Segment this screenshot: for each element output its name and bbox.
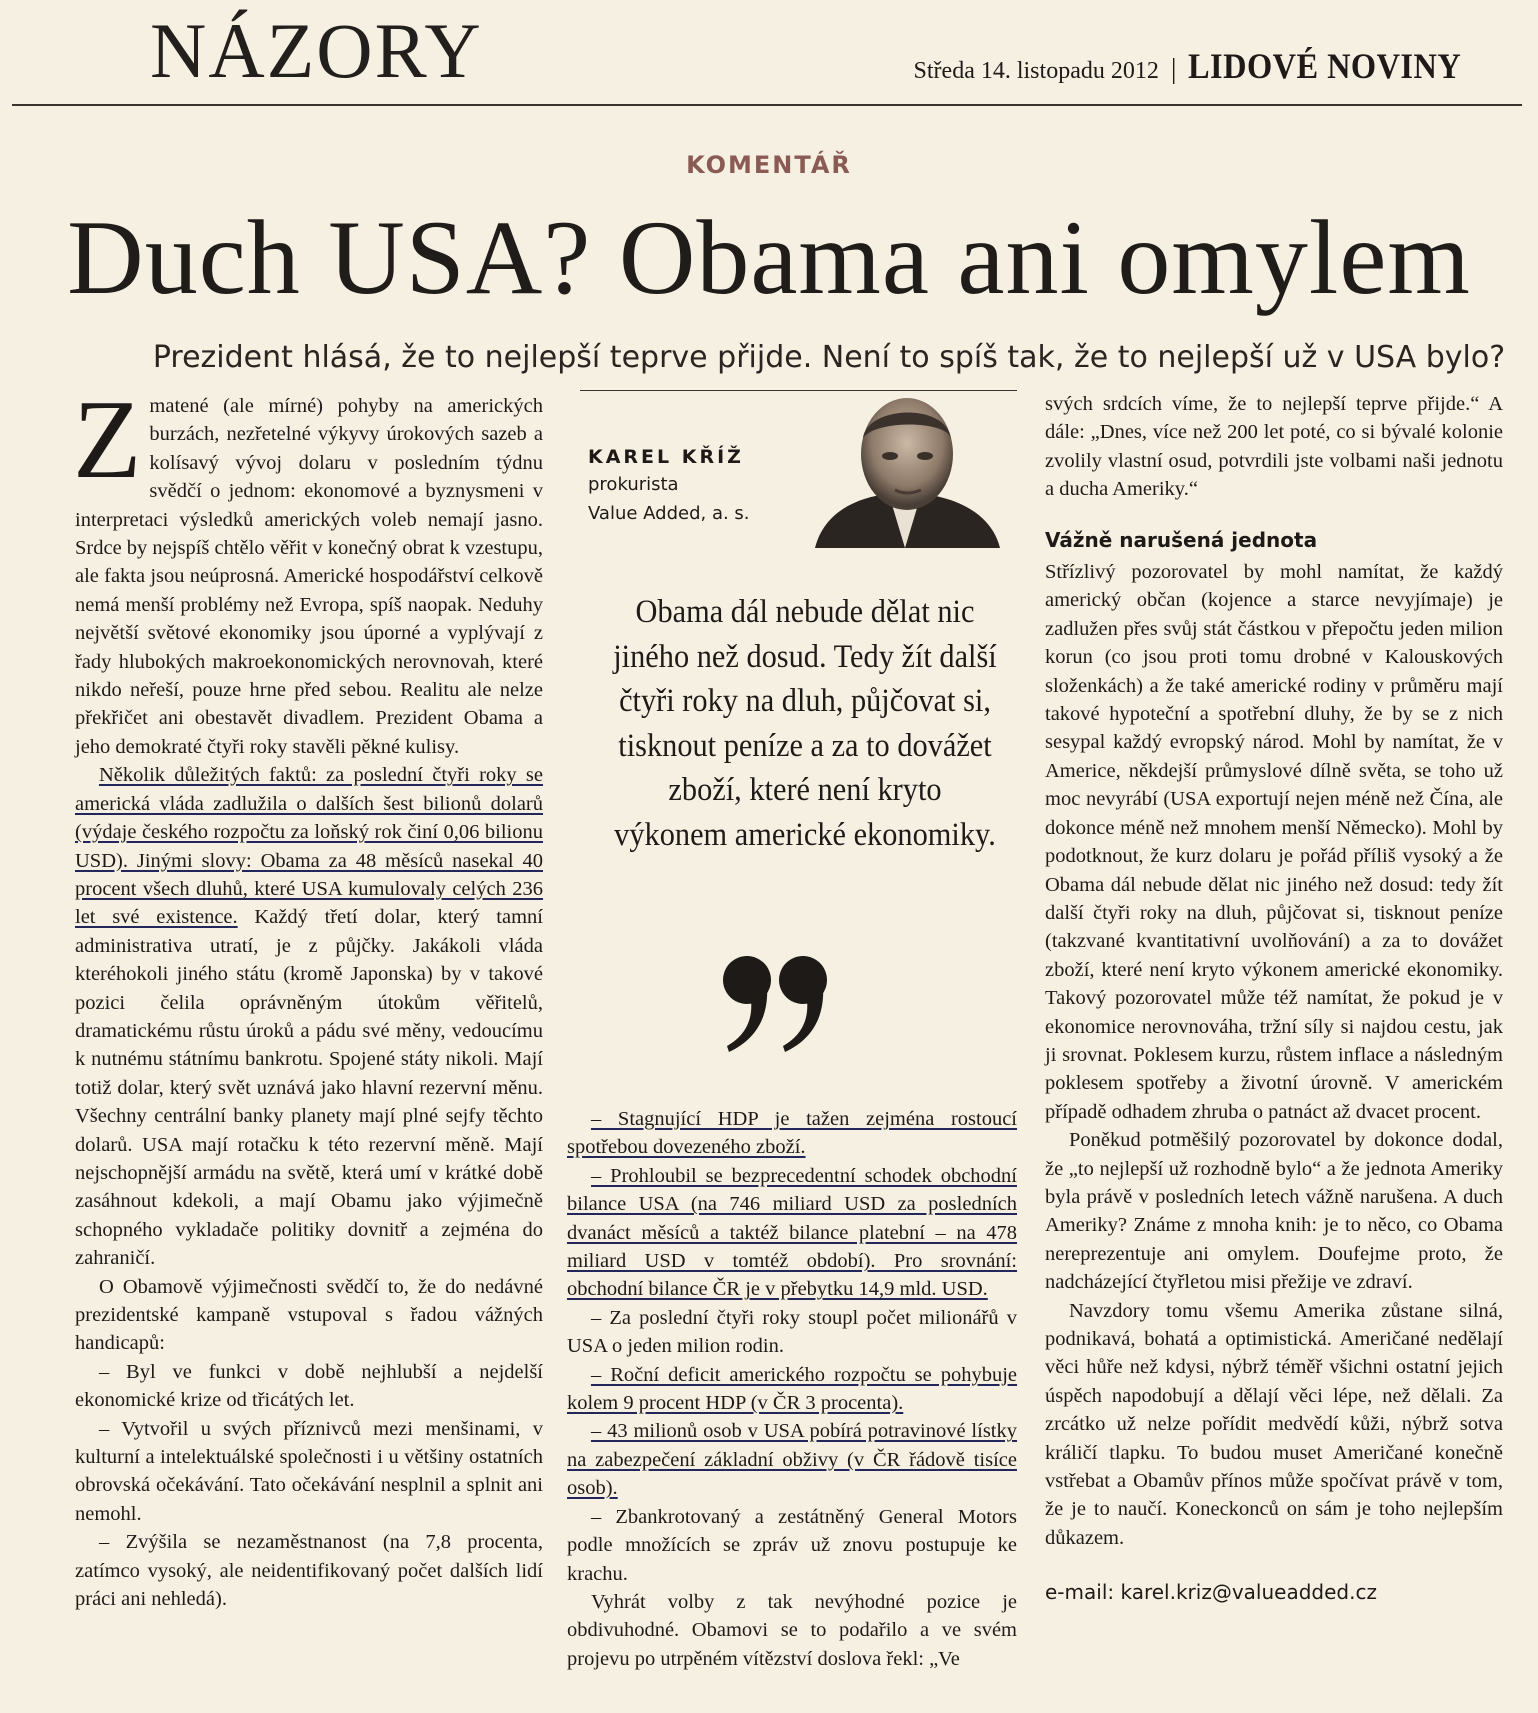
headline: Duch USA? Obama ani omylem bbox=[67, 199, 1471, 316]
pen-underlined-paragraph: – 43 milionů osob v USA pobírá potravinové lístky na zabezpečení základní obživy (v ČR řádově tisíce osob). bbox=[567, 1420, 1017, 1500]
paragraph: – Zbankrotovaný a zestátněný General Motors podle množících se zpráv už znovu postupuje ke krachu. bbox=[567, 1505, 1017, 1585]
paragraph-text: Každý třetí dolar, který tamní administrativa utratí, je z půjčky. Jakákoli vláda kteréhokoli jiného státu (kromě Japonska) by v takové pozici čelila oprávněným útokům věřitelů, dramatickému růstu úroků a pádu své měny, vedoucímu k nutnému státnímu bankrotu. Spojené státy nikoli. Mají totiž dolar, který svět uznává jako hlavní rezervní měnu. Všechny centrální banky planety mají plné sejfy těchto dolarů. USA mají rotačku k této rezervní měně. Mají nejschopnější armádu na světě, která umí v krátké době zasáhnout kdekoli, a mají Obamu jako výjimečně schopného vykladače politiky dovnitř a zejména do zahraničí. bbox=[75, 906, 543, 1270]
header-rule bbox=[12, 104, 1522, 106]
pen-underlined-paragraph: – Roční deficit amerického rozpočtu se pohybuje kolem 9 procent HDP (v ČR 3 procenta). bbox=[567, 1363, 1017, 1415]
section-title: NÁZORY bbox=[150, 7, 483, 94]
author-box-rule bbox=[580, 390, 1017, 391]
author-role: prokurista bbox=[588, 474, 679, 495]
pen-underlined-paragraph: – Stagnující HDP je tažen zejména rostoucí spotřebou dovezeného zboží. bbox=[567, 1108, 1017, 1159]
paragraph: – Vytvořil u svých příznivců mezi menšinami, v kulturní a intelektuálské společnosti i u většiny ostatních obrovská očekávání. Tato očekávání nesplnil a splnit ani nemohl. bbox=[75, 1417, 543, 1525]
paragraph: – Zvýšila se nezaměstnanost (na 7,8 procenta, zatímco vysoký, ale neidentifikovaný počet dalších lidí práci ani nehledá). bbox=[75, 1531, 543, 1611]
author-company: Value Added, a. s. bbox=[588, 503, 750, 524]
paragraph: – Za poslední čtyři roky stoupl počet milionářů v USA o jeden milion rodin. bbox=[567, 1306, 1017, 1358]
drop-cap: Z bbox=[73, 378, 142, 502]
subheadline: Prezident hlásá, že to nejlepší teprve přijde. Není to spíš tak, že to nejlepší už v USA bylo? bbox=[152, 340, 1506, 375]
paragraph: Poněkud potměšilý pozorovatel by dokonce dodal, že „to nejlepší už rozhodně bylo“ a že jednota Ameriky byla právě v posledních letech vážně narušena. A duch Ameriky? Známe z mnoha knih: je to něco, co Obama nereprezentuje ani omylem. Doufejme proto, že nadcházející čtyřletou misi přežije ve zdraví. bbox=[1045, 1129, 1503, 1294]
paragraph-text: matené (ale mírné) pohyby na amerických burzách, nezřetelné výkyvy úrokových sazeb a kolísavý vývoj dolaru v posledním týdnu svědčí o jednom: ekonomové a byznysmeni v interpretaci výsledků amerických voleb nemají jasno. Srdce by nejspíš chtělo věřit v konečný obrat k vzestupu, ale fakta jsou neúprosná. Americké hospodářství celkově nemá menší problémy než Evropa, spíš naopak. Neduhy největší světové ekonomiky jsou úporné a vyplývají z řady hlubokých makroekonomických nerovnovah, které nikdo neřeší, pouze hrne před sebou. Realitu ale nelze překřičet ani obestavět divadlem. Prezident Obama a jeho demokraté čtyři roky stavěli pěkné kulisy. bbox=[75, 395, 543, 758]
author-photo bbox=[795, 398, 1015, 548]
section-subheading: Vážně narušená jednota bbox=[1045, 527, 1318, 552]
masthead bbox=[914, 48, 1492, 84]
column-right bbox=[1045, 390, 1503, 1607]
issue-date: Středa 14. listopadu 2012 bbox=[913, 58, 1159, 84]
masthead-separator: | bbox=[1170, 54, 1177, 85]
paragraph: svých srdcích víme, že to nejlepší teprve přijde.“ A dále: „Dnes, více než 200 let poté, co si bývalé kolonie zvolily vlastní osud, potvrdili jste volbami naši jednotu a ducha Ameriky.“ bbox=[1045, 393, 1503, 501]
paragraph: Střízlivý pozorovatel by mohl namítat, že každý americký občan (kojence a starce nevyjímaje) je zadlužen přes svůj stát částkou v přepočtu jeden milion korun (co jsou proti tomu drobné v Kalouskových složenkách) a že také americké rodiny v průměru mají takové hypoteční a spotřební dluhy, že by se z nich sesypal každý evropský národ. Mohl by namítat, že v Americe, někdejší průmyslové dílně světa, se toho už moc nevyrábí (USA exportují nejen méně než Čína, ale dokonce méně než mnohem menší Německo). Mohl by podotknout, že kurz dolaru je pořád příliš vysoký a že Obama dál nebude dělat nic jiného než dosud: tedy žít další čtyři roky na dluh, půjčovat si, tisknout peníze (takzvané kvantitativní uvolňování) a za to dovážet zboží, které není kryto výkonem americké ekonomiky. Takový pozorovatel může též namítat, že pokud je v ekonomice nerovnováha, tržní síly si najdou cestu, jak ji srovnat. Poklesem kurzu, růstem inflace a následným poklesem spotřeby a životní úrovně. V americkém případě odhadem zhruba o patnáct až dvacet procent. bbox=[1045, 561, 1503, 1123]
paragraph: Vyhrát volby z tak nevýhodné pozice je obdivuhodné. Obamovi se to podařilo a ve svém projevu po utrpěném vítězství doslova řekl: „Ve bbox=[567, 1590, 1017, 1670]
pen-underlined-paragraph: – Prohloubil se bezprecedentní schodek obchodní bilance USA (na 746 miliard USD za posledních dvanáct měsíců a taktéž bilance platební – na 478 miliard USD v tomtéž období). Pro srovnání: obchodní bilance ČR je v přebytku 14,9 mld. USD. bbox=[567, 1164, 1017, 1301]
newspaper-name: LIDOVÉ NOVINY bbox=[1188, 46, 1462, 86]
column-left bbox=[73, 378, 543, 1613]
author-email[interactable]: e-mail: karel.kriz@valueadded.cz bbox=[1045, 1580, 1377, 1605]
author-box bbox=[588, 446, 750, 524]
paragraph: O Obamově výjimečnosti svědčí to, že do nedávné prezidentské kampaně vstupoval s řadou vážných handicapů: bbox=[75, 1275, 543, 1355]
paragraph: – Byl ve funkci v době nejhlubší a nejdelší ekonomické krize od třicátých let. bbox=[75, 1360, 543, 1412]
quote-marks-icon bbox=[717, 948, 837, 1068]
author-name: KAREL KŘÍŽ bbox=[588, 446, 744, 468]
kicker: KOMENTÁŘ bbox=[686, 151, 852, 179]
paragraph bbox=[75, 761, 543, 1272]
pen-underlined-text: Několik důležitých faktů: za poslední čtyři roky se americká vláda zadlužila o dalších šest bilionů dolarů (výdaje českého rozpočtu za loňský rok činí 0,06 bilionu USD). Jinými slovy: Obama za 48 měsíců nasekal 40 procent všech dluhů, které USA kumulovaly celých 236 let své existence. bbox=[75, 764, 543, 929]
author-photo-image bbox=[795, 398, 1015, 548]
pull-quote: Obama dál nebude dělat nic jiného než dosud. Tedy žít další čtyři roky na dluh, půjčovat si, tisknout peníze a za to dovážet zboží, které není kryto výkonem americké ekonomiky. bbox=[613, 594, 997, 853]
paragraph: Navzdory tomu všemu Amerika zůstane silná, podnikavá, bohatá a optimistická. Američané nedělají věci hůře než kdysi, nýbrž téměř všichni ostatní jejich úspěch napodobují a dělají věci lépe, než dělali. Za zrcátko už nelze pořídit medvědí kůži, nýbrž sotva králičí tlapku. To budou muset Američané konečně vstřebat a Obamův přínos může spočívat právě v tom, že je to naučí. Koneckonců on sám je toho nejlepším důkazem. bbox=[1045, 1299, 1503, 1549]
column-middle bbox=[567, 1105, 1017, 1673]
paragraph bbox=[73, 378, 543, 761]
